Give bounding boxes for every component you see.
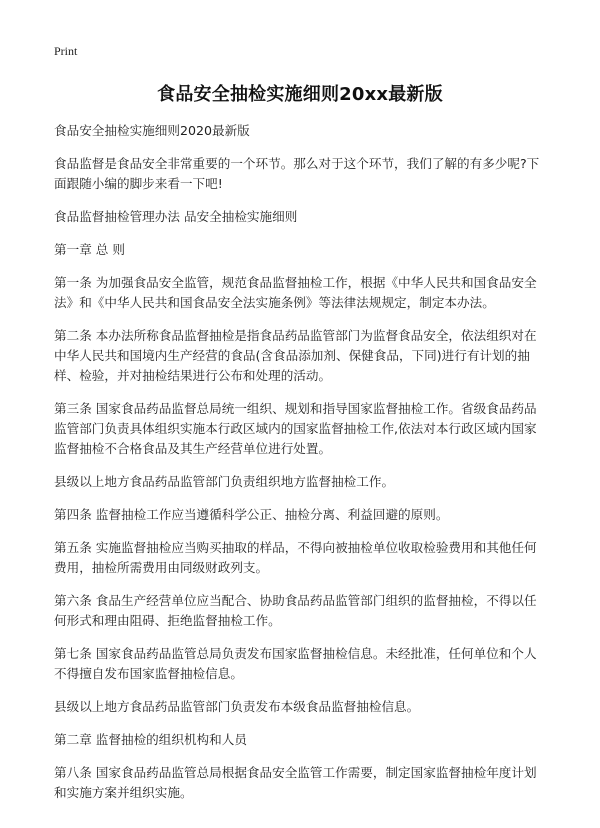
article-8: 第八条 国家食品药品监管总局根据食品安全监管工作需要，制定国家监督抽检年度计划和实施方案并组织实施。 [54,765,537,800]
article-3-continued: 县级以上地方食品药品监管部门负责组织地方监督抽检工作。 [54,474,395,489]
document-title: 食品安全抽检实施细则20xx最新版 [157,84,443,105]
article-7: 第七条 国家食品药品监管总局负责发布国家监督抽检信息。未经批准，任何单位和个人不得擅自发布国家监督抽检信息。 [54,646,537,681]
paragraph-intro: 食品监督是食品安全非常重要的一个环节。那么对于这个环节，我们了解的有多少呢?下面跟随小编的脚步来看一下吧! [54,156,540,191]
article-7-continued: 县级以上地方食品药品监管部门负责发布本级食品监督抽检信息。 [54,699,420,714]
article-3: 第三条 国家食品药品监督总局统一组织、规划和指导国家监督抽检工作。省级食品药品监管部门负责具体组织实施本行政区域内的国家监督抽检工作,依法对本行政区域内国家监督抽检不合格食品及其生产经营单位进行处置。 [54,401,537,456]
paragraph-subtitle: 食品安全抽检实施细则2020最新版 [54,123,250,138]
article-1: 第一条 为加强食品安全监管，规范食品监督抽检工作，根据《中华人民共和国食品安全法》和《中华人民共和国食品安全法实施条例》等法律法规规定，制定本办法。 [54,275,537,310]
article-6: 第六条 食品生产经营单位应当配合、协助食品药品监管部门组织的监督抽检，不得以任何形式和理由阻碍、拒绝监督抽检工作。 [54,593,537,628]
chapter-heading-2: 第二章 监督抽检的组织机构和人员 [54,732,247,747]
article-4: 第四条 监督抽检工作应当遵循科学公正、抽检分离、利益回避的原则。 [54,507,449,522]
chapter-heading-1: 第一章 总 则 [54,242,125,257]
paragraph-heading-regulation: 食品监督抽检管理办法 品安全抽检实施细则 [54,209,298,224]
article-5: 第五条 实施监督抽检应当购买抽取的样品，不得向被抽检单位收取检验费用和其他任何费用，抽检所需费用由同级财政列支。 [54,540,537,575]
document-body [54,121,548,816]
print-link[interactable]: Print [54,44,78,58]
article-2: 第二条 本办法所称食品监督抽检是指食品药品监管部门为监督食品安全，依法组织对在中华人民共和国境内生产经营的食品(含食品添加剂、保健食品，下同)进行有计划的抽样、检验，并对抽检结果进行公布和处理的活动。 [54,328,537,383]
